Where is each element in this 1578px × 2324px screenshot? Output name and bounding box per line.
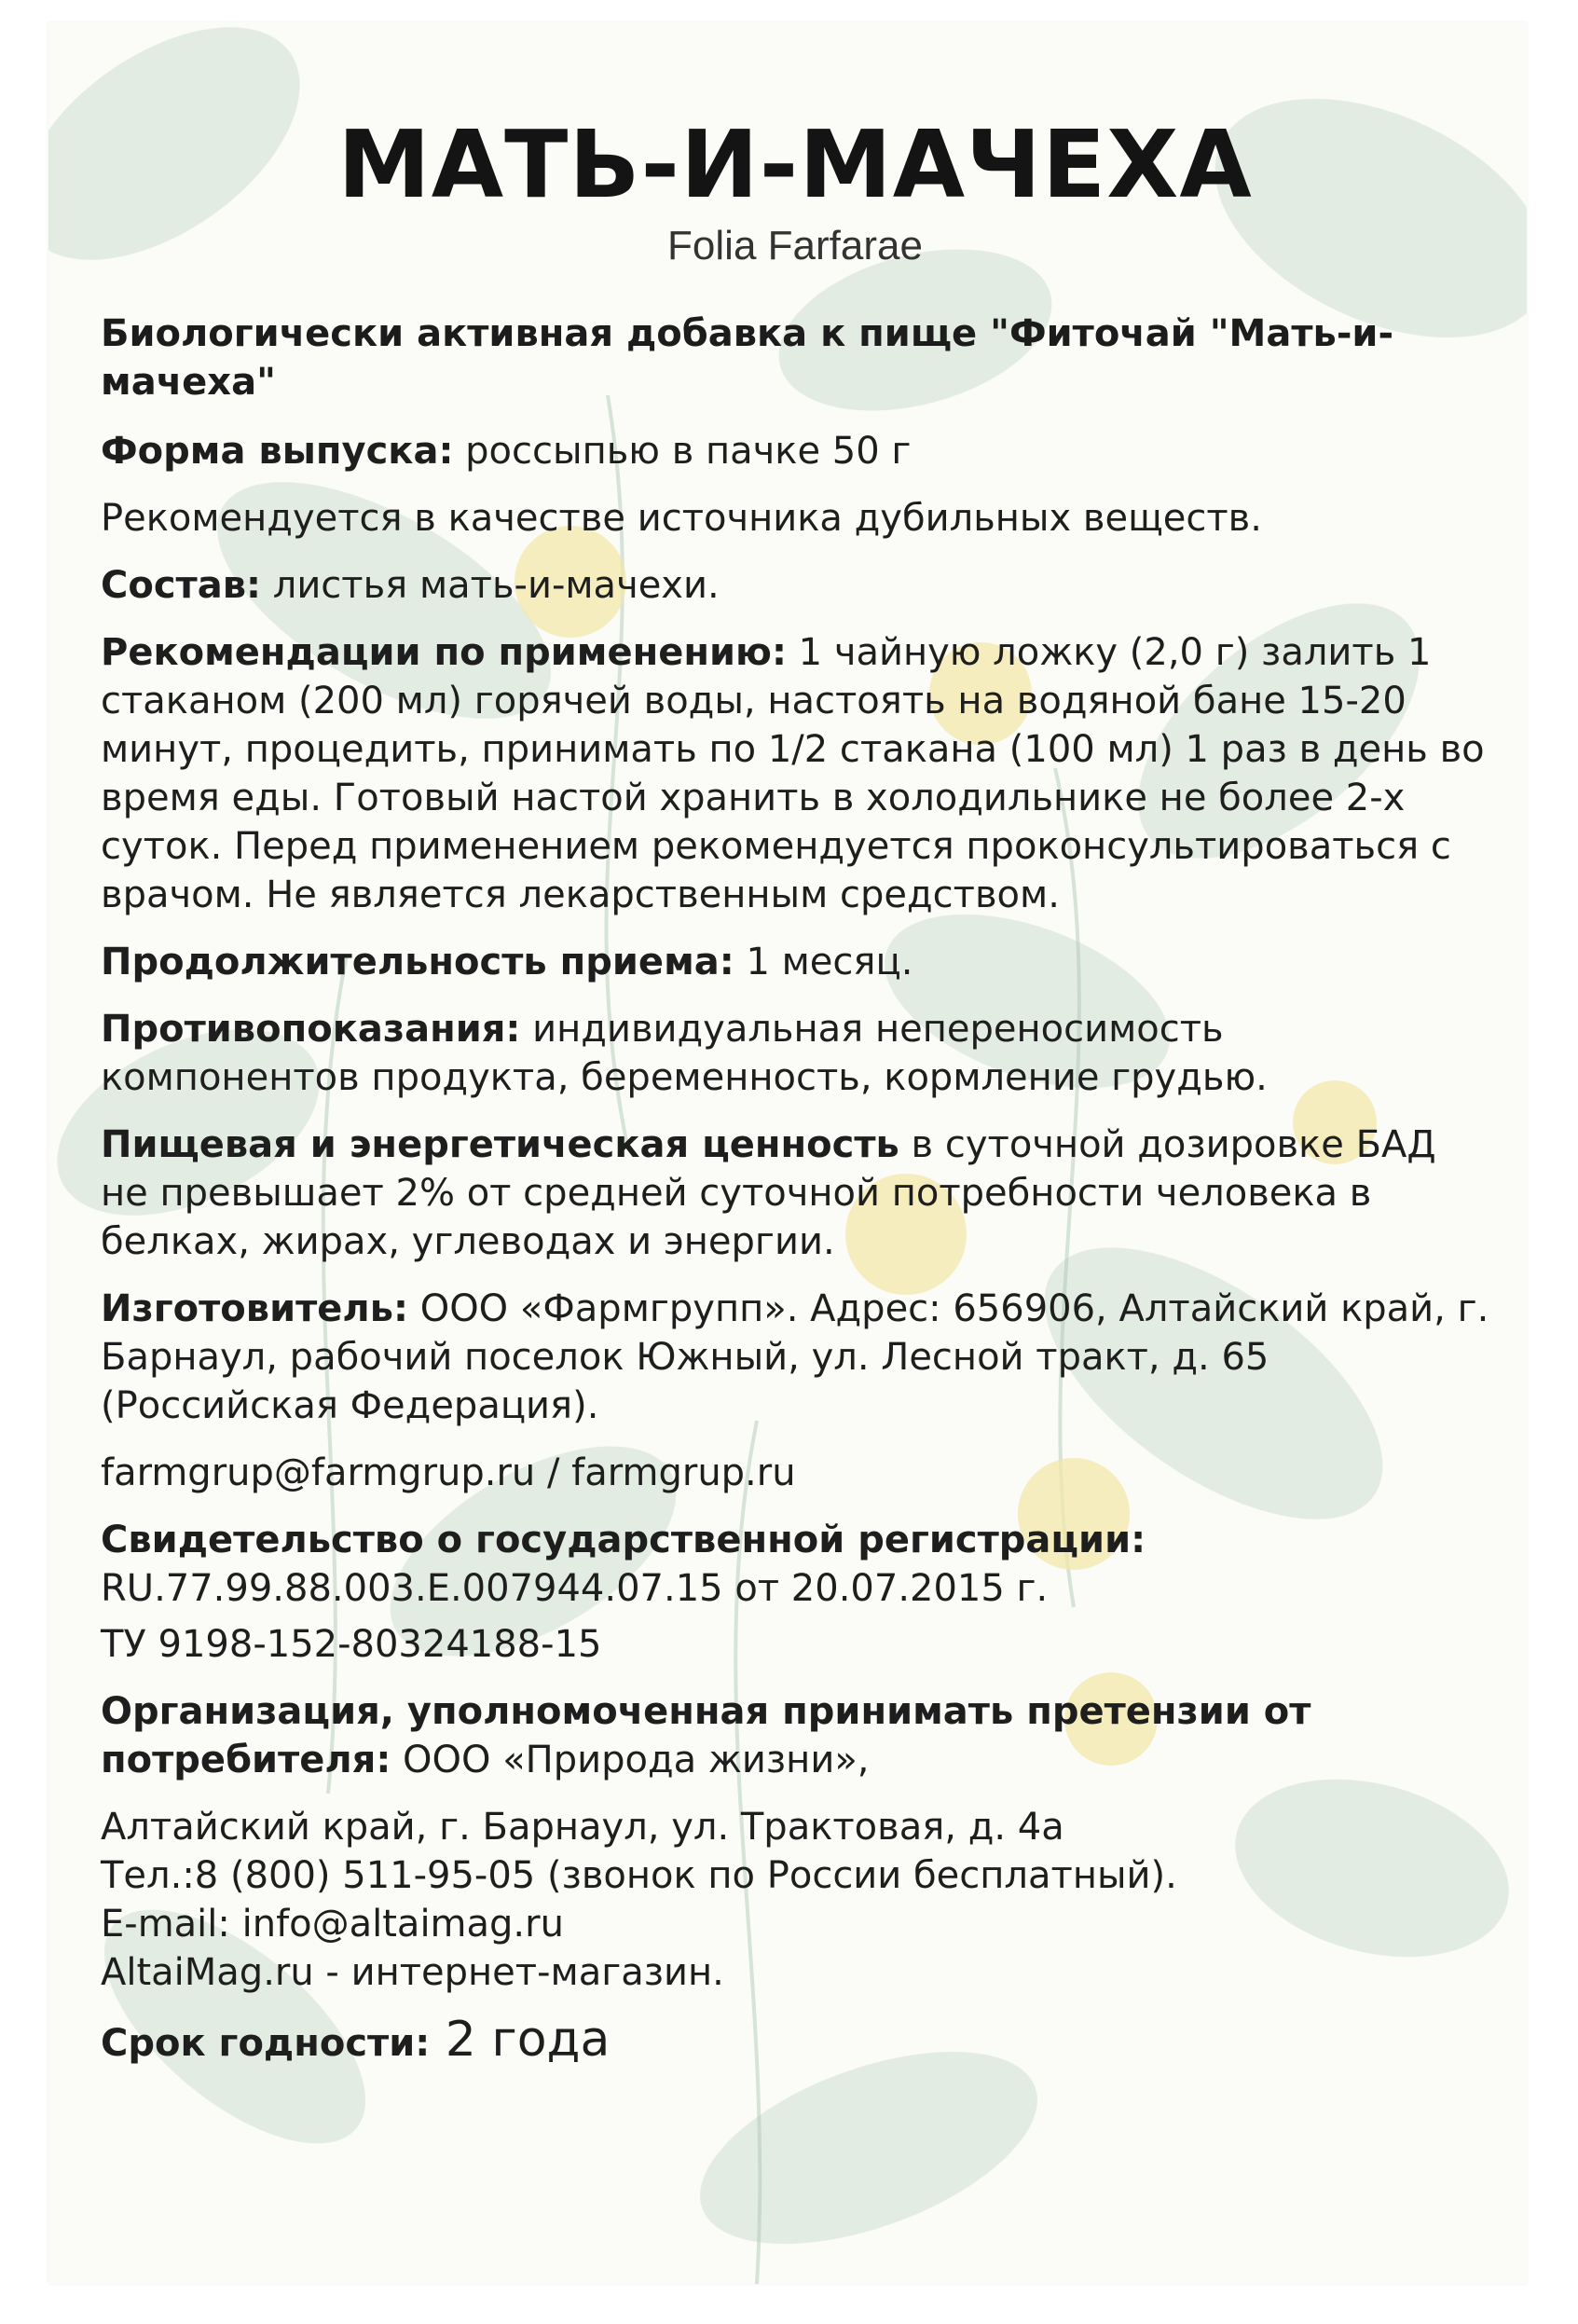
release-form (101, 427, 1489, 475)
label-content (101, 78, 1489, 2086)
contraindications-text: индивидуальная непереносимость компонентов продукта, беременность, кормление грудью. (101, 1007, 1268, 1099)
intake-duration (101, 938, 1489, 986)
recommended-text: Рекомендуется в качестве источника дубильных веществ. (101, 496, 1262, 540)
manufacturer-label: Изготовитель: (101, 1286, 408, 1330)
tech-spec: ТУ 9198-152-80324188-15 (101, 1622, 602, 1666)
usage-text: 1 чайную ложку (2,0 г) залить 1 стаканом (200 мл) горячей воды, настоять на водяной бане 15-20 минут, процедить, принимать по 1/2 стакана (100 мл) 1 раз в день во время еды. Готовый настой хранить в холодильнике не более 2-х суток. Перед применением рекомендуется проконсультироваться с врачом. Не является лекарственным средством. (101, 630, 1485, 916)
shelf-life (101, 2011, 1489, 2068)
label-card (48, 22, 1527, 2284)
claims-organization (101, 1687, 1489, 1784)
nutrition-label: Пищевая и энергетическая ценность (101, 1122, 899, 1166)
organization-label: Организация, уполномоченная принимать претензии от потребителя: (101, 1689, 1311, 1781)
organization-text: ООО «Природа жизни», (391, 1738, 870, 1781)
usage-instructions (101, 628, 1489, 919)
duration-label: Продолжительность приема: (101, 940, 734, 983)
product-title: МАТЬ-И-МАЧЕХА (337, 110, 1253, 219)
composition-label: Состав: (101, 563, 262, 607)
nutrition-value (101, 1121, 1489, 1266)
product-description: Биологически активная добавка к пище "Фиточай "Мать-и-мачеха" (101, 311, 1394, 404)
organization-contacts (101, 1803, 1489, 1997)
organization-address: Алтайский край, г. Барнаул, ул. Трактовая, д. 4а (101, 1805, 1064, 1849)
manufacturer-text: ООО «Фармгрупп». Адрес: 656906, Алтайский край, г. Барнаул, рабочий поселок Южный, ул. Лесной тракт, д. 65 (Российская Федерация). (101, 1286, 1489, 1427)
organization-shop: AltaiMag.ru - интернет-магазин. (101, 1950, 724, 1994)
organization-email: E-mail: info@altaimag.ru (101, 1902, 564, 1946)
registration-text: RU.77.99.88.003.E.007944.07.15 от 20.07.2015 г. (101, 1566, 1049, 1610)
composition (101, 561, 1489, 610)
web-contacts: farmgrup@farmgrup.ru / farmgrup.ru (101, 1451, 796, 1494)
contraindications-label: Противопоказания: (101, 1007, 521, 1051)
registration (101, 1516, 1489, 1613)
contraindications (101, 1005, 1489, 1102)
manufacturer (101, 1285, 1489, 1430)
shelf-life-text: 2 года (430, 2011, 611, 2068)
organization-phone: Тел.:8 (800) 511-95-05 (звонок по России бесплатный). (101, 1853, 1177, 1897)
release-form-text: россыпью в пачке 50 г (453, 429, 912, 473)
shelf-life-label: Срок годности: (101, 2021, 431, 2065)
usage-label: Рекомендации по применению: (101, 630, 787, 674)
composition-text: листья мать-и-мачехи. (261, 563, 720, 607)
release-form-label: Форма выпуска: (101, 429, 454, 473)
duration-text: 1 месяц. (734, 940, 913, 983)
nutrition-text: в суточной дозировке БАД не превышает 2% от средней суточной потребности человека в белках, жирах, углеводах и энергии. (101, 1122, 1436, 1263)
latin-name: Folia Farfarae (667, 223, 923, 268)
registration-label: Свидетельство о государственной регистрации: (101, 1518, 1146, 1561)
